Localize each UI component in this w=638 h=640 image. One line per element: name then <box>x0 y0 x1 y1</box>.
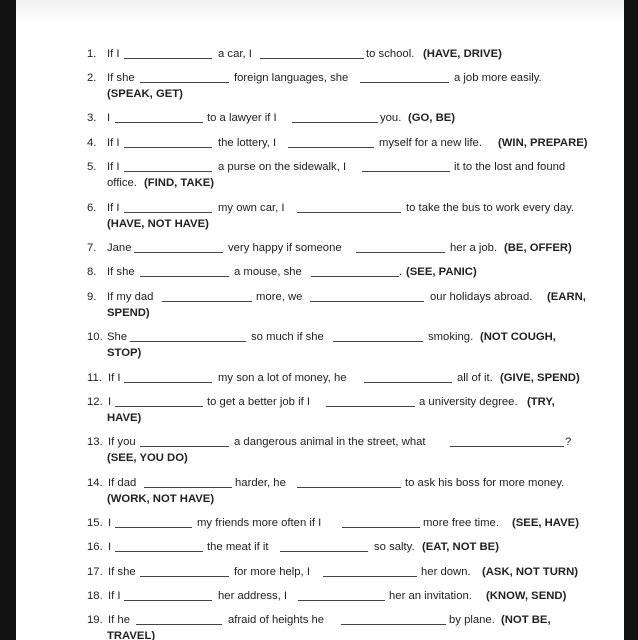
verb-cue: (SPEAK, GET) <box>107 88 183 100</box>
exercise-number: 3. <box>87 112 97 124</box>
answer-blank[interactable] <box>136 624 222 625</box>
answer-blank[interactable] <box>450 446 564 447</box>
verb-cue: (SEE, PANIC) <box>406 266 477 278</box>
exercise-text: it to the lost and found <box>454 161 566 173</box>
answer-blank[interactable] <box>115 122 203 123</box>
exercise-text: a dangerous animal in the street, what <box>234 436 426 448</box>
exercise-text: a mouse, she <box>234 266 302 278</box>
verb-cue: (NOT COUGH, <box>480 331 556 343</box>
answer-blank[interactable] <box>140 82 229 83</box>
verb-cue: TRAVEL) <box>107 630 156 640</box>
exercise-text: myself for a new life. <box>379 137 482 149</box>
exercise-text: you. <box>380 112 402 124</box>
answer-blank[interactable] <box>333 341 423 342</box>
exercise-text: smoking. <box>428 331 474 343</box>
exercise-text: for more help, I <box>234 566 310 578</box>
verb-cue: (SEE, YOU DO) <box>107 452 188 464</box>
answer-blank[interactable] <box>130 341 246 342</box>
exercise-text: a car, I <box>218 48 252 60</box>
exercise-text: very happy if someone <box>228 242 342 254</box>
answer-blank[interactable] <box>124 600 212 601</box>
exercise-text: to take the bus to work every day. <box>406 202 575 214</box>
exercise-text: If I <box>107 137 120 149</box>
exercise-text: to get a better job if I <box>207 396 310 408</box>
answer-blank[interactable] <box>292 122 378 123</box>
exercise-text: If my dad <box>107 291 154 303</box>
exercise-number: 17. <box>87 566 103 578</box>
exercise-text: If I <box>108 590 121 602</box>
exercise-number: 9. <box>87 291 97 303</box>
exercise-text: the meat if it <box>207 541 269 553</box>
answer-blank[interactable] <box>364 382 452 383</box>
exercise-number: 10. <box>87 331 103 343</box>
exercise-text: I <box>108 517 112 529</box>
exercise-text: my own car, I <box>218 202 285 214</box>
verb-cue: (BE, OFFER) <box>504 242 572 254</box>
verb-cue: (TRY, <box>527 396 555 408</box>
exercise-text: our holidays abroad. <box>430 291 533 303</box>
exercise-text: If she <box>108 566 136 578</box>
exercise-text: office. <box>107 177 137 189</box>
exercise-text: the lottery, I <box>218 137 277 149</box>
answer-blank[interactable] <box>140 276 229 277</box>
answer-blank[interactable] <box>356 252 445 253</box>
exercise-text: a university degree. <box>419 396 518 408</box>
verb-cue: HAVE) <box>107 412 142 424</box>
answer-blank[interactable] <box>288 147 374 148</box>
exercise-text: I <box>108 396 112 408</box>
answer-blank[interactable] <box>124 58 212 59</box>
exercise-number: 11. <box>87 372 102 384</box>
exercise-text: If you <box>108 436 136 448</box>
exercise-text: ? <box>565 436 572 448</box>
answer-blank[interactable] <box>124 171 212 172</box>
exercise-number: 8. <box>87 266 97 278</box>
answer-blank[interactable] <box>115 551 203 552</box>
exercise-number: 15. <box>87 517 103 529</box>
exercise-number: 16. <box>87 541 103 553</box>
exercise-text: so salty. <box>374 541 415 553</box>
answer-blank[interactable] <box>310 301 424 302</box>
answer-blank[interactable] <box>360 82 449 83</box>
exercise-number: 1. <box>87 48 97 60</box>
verb-cue: (KNOW, SEND) <box>486 590 567 602</box>
answer-blank[interactable] <box>140 446 229 447</box>
answer-blank[interactable] <box>124 147 212 148</box>
worksheet-page <box>16 0 624 640</box>
answer-blank[interactable] <box>260 58 364 59</box>
verb-cue: (WORK, NOT HAVE) <box>107 493 215 505</box>
exercise-text: her address, I <box>218 590 288 602</box>
answer-blank[interactable] <box>280 551 368 552</box>
verb-cue: (GO, BE) <box>408 112 456 124</box>
answer-blank[interactable] <box>298 600 385 601</box>
verb-cue: (WIN, PREPARE) <box>498 137 588 149</box>
exercise-number: 5. <box>87 161 97 173</box>
exercise-text: afraid of heights he <box>228 614 325 626</box>
exercise-text: her an invitation. <box>389 590 472 602</box>
exercise-text: I <box>107 112 111 124</box>
exercise-text: to a lawyer if I <box>207 112 277 124</box>
verb-cue: (GIVE, SPEND) <box>500 372 580 384</box>
exercise-text: by plane. <box>449 614 495 626</box>
answer-blank[interactable] <box>115 527 192 528</box>
exercise-number: 12. <box>87 396 103 408</box>
verb-cue: (NOT BE, <box>501 614 551 626</box>
exercise-text: If I <box>108 372 121 384</box>
answer-blank[interactable] <box>326 406 415 407</box>
exercise-text: If he <box>108 614 130 626</box>
exercise-text: her a job. <box>450 242 498 254</box>
verb-cue: (EARN, <box>547 291 586 303</box>
answer-blank[interactable] <box>297 487 401 488</box>
exercise-text: If she <box>107 72 135 84</box>
verb-cue: (HAVE, DRIVE) <box>423 48 502 60</box>
verb-cue: (ASK, NOT TURN) <box>482 566 579 578</box>
exercise-text: I <box>108 541 112 553</box>
exercise-number: 4. <box>87 137 97 149</box>
exercise-number: 7. <box>87 242 97 254</box>
exercise-text: If dad <box>108 477 137 489</box>
answer-blank[interactable] <box>341 624 446 625</box>
exercise-text: to ask his boss for more money. <box>405 477 565 489</box>
exercise-number: 13. <box>87 436 103 448</box>
page-top-edge <box>16 0 624 26</box>
verb-cue: (EAT, NOT BE) <box>422 541 499 553</box>
answer-blank[interactable] <box>311 276 399 277</box>
exercise-text: all of it. <box>457 372 493 384</box>
exercise-text: a job more easily. <box>454 72 542 84</box>
exercise-number: 19. <box>87 614 103 626</box>
exercise-text: to school. <box>366 48 415 60</box>
exercise-text: her down. <box>421 566 471 578</box>
exercise-number: 2. <box>87 72 97 84</box>
answer-blank[interactable] <box>323 576 417 577</box>
answer-blank[interactable] <box>342 527 420 528</box>
exercise-text: If I <box>107 161 120 173</box>
exercise-text: If I <box>107 48 120 60</box>
answer-blank[interactable] <box>297 212 401 213</box>
answer-blank[interactable] <box>134 252 223 253</box>
exercise-text: . <box>399 266 403 278</box>
verb-cue: (SEE, HAVE) <box>512 517 579 529</box>
exercise-text: If I <box>107 202 120 214</box>
exercise-text: my son a lot of money, he <box>218 372 347 384</box>
answer-blank[interactable] <box>162 301 252 302</box>
verb-cue: (FIND, TAKE) <box>144 177 215 189</box>
exercise-number: 6. <box>87 202 97 214</box>
verb-cue: STOP) <box>107 347 142 359</box>
exercise-number: 18. <box>87 590 103 602</box>
answer-blank[interactable] <box>362 171 450 172</box>
exercise-text: more, we <box>256 291 303 303</box>
verb-cue: SPEND) <box>107 307 150 319</box>
answer-blank[interactable] <box>115 406 203 407</box>
exercise-text: more free time. <box>423 517 499 529</box>
exercise-text: a purse on the sidewalk, I <box>218 161 347 173</box>
exercise-text: so much if she <box>251 331 324 343</box>
verb-cue: (HAVE, NOT HAVE) <box>107 218 209 230</box>
answer-blank[interactable] <box>124 382 212 383</box>
exercise-text: foreign languages, she <box>234 72 349 84</box>
answer-blank[interactable] <box>124 212 212 213</box>
exercise-text: my friends more often if I <box>197 517 322 529</box>
answer-blank[interactable] <box>144 487 232 488</box>
exercise-text: harder, he <box>235 477 286 489</box>
exercise-text: She <box>107 331 128 343</box>
exercise-number: 14. <box>87 477 103 489</box>
exercise-text: Jane <box>107 242 132 254</box>
answer-blank[interactable] <box>140 576 229 577</box>
exercise-text: If she <box>107 266 135 278</box>
